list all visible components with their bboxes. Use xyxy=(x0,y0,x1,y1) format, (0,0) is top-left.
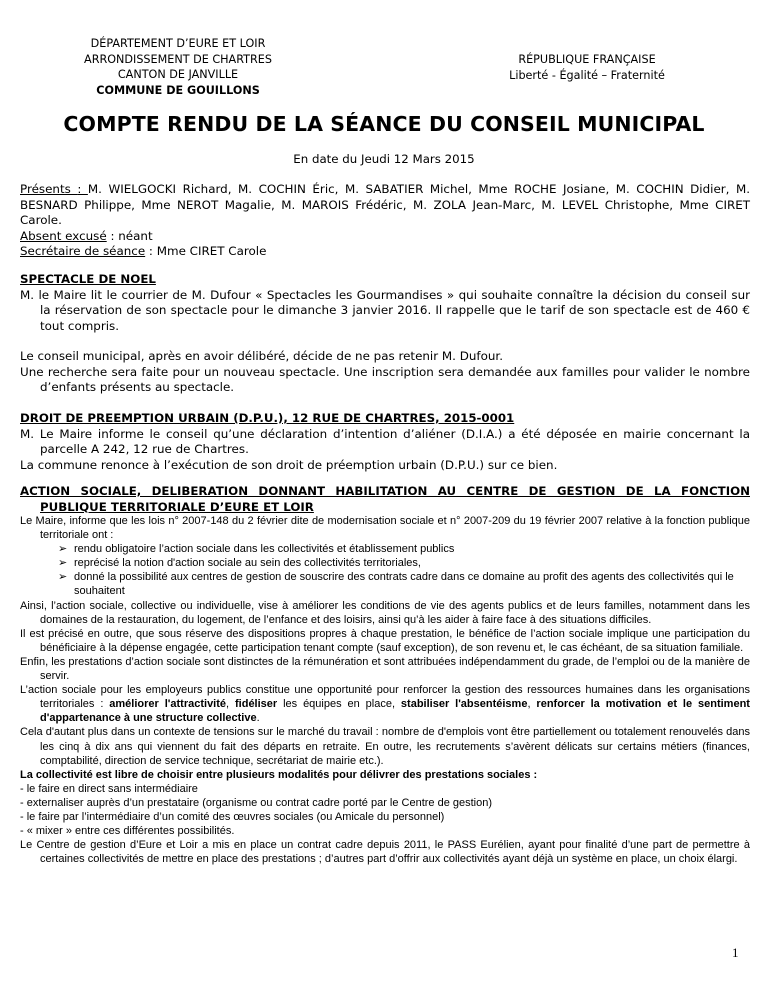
arrow-bullet-icon: ➢ xyxy=(58,557,68,570)
bullet-text: rendu obligatoire l’action sociale dans les collectivités et établissement publics xyxy=(74,543,455,556)
present-line xyxy=(20,182,750,229)
employeurs-text: . xyxy=(256,712,260,725)
employeurs-bold: stabiliser l'absentéisme xyxy=(400,698,528,711)
section-title-spectacle: SPECTACLE DE NOEL xyxy=(20,272,156,286)
employeurs-text: , xyxy=(226,698,235,711)
arrow-bullet-icon: ➢ xyxy=(58,571,68,584)
absent-label: Absent excusé xyxy=(20,228,107,243)
employeurs-bold: fidéliser xyxy=(235,698,278,711)
section-title-dpu: DROIT DE PREEMPTION URBAIN (D.P.U.), 12 RUE DE CHARTRES, 2015-0001 xyxy=(20,411,515,425)
bullet-text: reprécisé la notion d'action sociale au sein des collectivités territoriales, xyxy=(74,557,421,570)
bullet-text: donné la possibilité aux centres de gestion de souscrire des contrats cadre dans ce domaine au profit des agents des collectivités qui le souhaitent xyxy=(74,571,734,598)
bullet-item xyxy=(20,570,750,598)
attendance-block xyxy=(20,182,750,260)
option-item: - « mixer » entre ces différentes possibilités. xyxy=(20,825,235,838)
document-title: COMPTE RENDU DE LA SÉANCE DU CONSEIL MUNICIPAL xyxy=(63,112,705,136)
absent-line xyxy=(20,229,750,245)
header-departement: DÉPARTEMENT D’EURE ET LOIR xyxy=(90,37,266,50)
header-commune: COMMUNE DE GOUILLONS xyxy=(96,83,260,97)
header-republique: RÉPUBLIQUE FRANÇAISE xyxy=(518,53,656,66)
action-centre: Le Centre de gestion d’Eure et Loir a mis en place un contrat cadre depuis 2011, le PASS Eurélien, ayant pour finalité d’une part de permettre à certaines collectivités de mettre en place des prestations ; d’autres part d’offrir aux collectivités ayant déjà un système en place, un choix élargi. xyxy=(20,839,750,866)
spectacle-paragraph-1: M. le Maire lit le courrier de M. Dufour « Spectacles les Gourmandises » qui souhaite connaître la décision du conseil sur la réservation de son spectacle pour le dimanche 3 janvier 2016. Il rappelle que le tarif de son spectacle est de 460 € tout compris. xyxy=(20,287,750,333)
page-number: 1 xyxy=(732,945,739,960)
option-item: - le faire en direct sans intermédiaire xyxy=(20,782,198,795)
secretary-label: Secrétaire de séance xyxy=(20,244,146,258)
employeurs-bold: renforcer la motivation et le sentiment d'appartenance à une structure collective xyxy=(40,698,750,725)
option-item: - externaliser auprès d’un prestataire (organisme ou contrat cadre porté par le Centre de gestion) xyxy=(20,796,493,809)
header-canton: CANTON DE JANVILLE xyxy=(117,68,239,81)
employeurs-text: , xyxy=(527,698,537,711)
bullet-item xyxy=(20,542,750,556)
action-cela: Cela d'autant plus dans un contexte de tensions sur le marché du travail : nombre de d'emplois vont être partiellement ou totalement renouvelés dans les cinq à dix ans qui viennent du fait des départs en retraite. En outre, les recrutements s’avèrent délicats sur certains métiers (finances, comptabilité, direction de service technique, secrétariat de mairie etc.). xyxy=(20,726,750,767)
header-devise: Liberté - Égalité – Fraternité xyxy=(509,68,665,82)
secretary-line xyxy=(20,244,750,260)
present-label: Présents xyxy=(20,182,78,196)
present-separator: : xyxy=(77,182,88,196)
action-ainsi: Ainsi, l’action sociale, collective ou individuelle, vise à améliorer les conditions de vie des agents publics et de leurs familles, notamment dans les domaines de la restauration, du logement, de l’enfance et des loisirs, ainsi qu’à les aider à faire face à des situations difficiles. xyxy=(20,599,750,626)
header-left xyxy=(62,36,294,98)
section-title-action-sociale: ACTION SOCIALE, DELIBERATION DONNANT HABILITATION AU CENTRE DE GESTION DE LA FONCTION PUBLIQUE TERRITORIALE D’EURE ET LOIR xyxy=(20,484,750,514)
secretary-value: : Mme CIRET Carole xyxy=(145,244,267,258)
section-action-sociale-title xyxy=(20,484,750,515)
dpu-paragraph-1: M. Le Maire informe le conseil qu’une déclaration d’intention d’aliéner (D.I.A.) a été déposée en mairie concernant la parcelle A 242, 12 rue de Chartres. xyxy=(20,426,750,456)
action-employeurs xyxy=(20,683,750,725)
section-action-sociale xyxy=(20,514,750,866)
action-intro: Le Maire, informe que les lois n° 2007-148 du 2 février dite de modernisation sociale et n° 2007-209 du 19 février 2007 relative à la fonction publique territoriale ont : xyxy=(20,515,750,542)
employeurs-text: L’action sociale pour les employeurs publics constitue une opportunité pour renforcer la gestion des ressources humaines dans les organisations territoriales : xyxy=(20,684,750,711)
section-dpu xyxy=(20,411,750,473)
present-list: M. WIELGOCKI Richard, M. COCHIN Éric, M. SABATIER Michel, Mme ROCHE Josiane, M. COCHIN Didier, M. BESNARD Philippe, Mme NEROT Magalie, M. MAROIS Frédéric, M. ZOLA Jean-Marc, M. LEVEL Christophe, Mme CIRET Carole. xyxy=(20,182,751,227)
header-arrondissement: ARRONDISSEMENT DE CHARTRES xyxy=(84,52,272,66)
bullet-item xyxy=(20,556,750,570)
employeurs-bold: améliorer l'attractivité xyxy=(109,698,227,711)
meeting-date: En date du Jeudi 12 Mars 2015 xyxy=(293,152,475,166)
spectacle-paragraph-2: Le conseil municipal, après en avoir délibéré, décide de ne pas retenir M. Dufour. xyxy=(20,349,503,363)
action-libre: La collectivité est libre de choisir entre plusieurs modalités pour délivrer des prestations sociales : xyxy=(20,768,538,781)
absent-value: : néant xyxy=(106,228,153,243)
option-item: - le faire par l’intermédiaire d’un comité des œuvres sociales (ou Amicale du personnel) xyxy=(20,810,445,823)
action-enfin: Enfin, les prestations d’action sociale sont distinctes de la rémunération et sont attribuées indépendamment du grade, de l’emploi ou de la manière de servir. xyxy=(20,655,750,683)
employeurs-text: les équipes en place, xyxy=(277,698,401,711)
spectacle-paragraph-3: Une recherche sera faite pour un nouveau spectacle. Une inscription sera demandée aux familles pour valider le nombre d’enfants présents au spectacle. xyxy=(20,364,750,394)
arrow-bullet-icon: ➢ xyxy=(58,543,68,556)
section-spectacle xyxy=(20,272,750,396)
dpu-paragraph-2: La commune renonce à l’exécution de son droit de préemption urbain (D.P.U.) sur ce bien. xyxy=(20,457,558,472)
action-precise: Il est précisé en outre, que sous réserve des dispositions propres à chaque prestation, le bénéfice de l’action sociale implique une participation du bénéficiaire à la dépense engagée, cette participation tenant compte (sauf exception), de son revenu et, le cas échéant, de sa situation familiale. xyxy=(20,627,750,654)
header-right xyxy=(472,52,702,83)
